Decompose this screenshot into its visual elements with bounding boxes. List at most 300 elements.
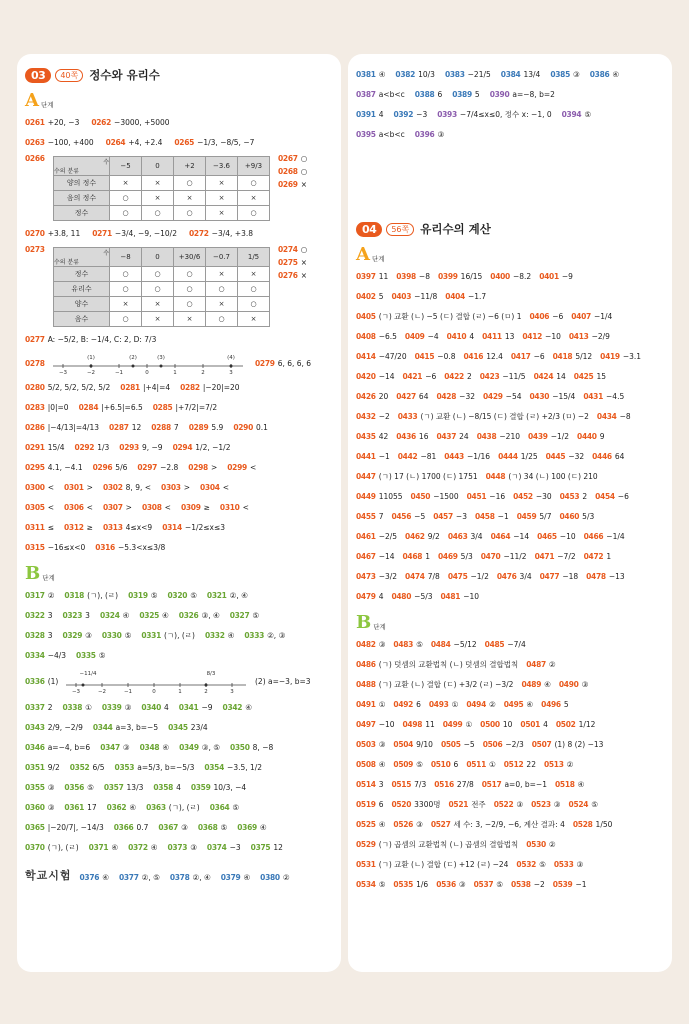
answer-item [480, 372, 526, 381]
answer-value: (ㄱ) 덧셈의 교환법칙 (ㄴ) 덧셈의 결합법칙 [378, 659, 519, 669]
answer-row [356, 308, 664, 324]
answer-item [109, 423, 141, 432]
classification-table [53, 156, 270, 221]
answer-item [398, 452, 437, 461]
answer-item [25, 483, 54, 492]
answer-item [356, 452, 390, 461]
item-number: 0442 [397, 451, 418, 461]
answer-item [554, 860, 583, 869]
answer-value: 3/4 [470, 531, 483, 541]
answer-value: −4.5 [606, 391, 625, 401]
answer-value: ③ [124, 702, 132, 712]
item-number: 0424 [533, 371, 554, 381]
answer-item [179, 743, 220, 752]
answer-value: −30 [535, 491, 552, 501]
table-cell: × [206, 176, 238, 191]
item-number: 0489 [521, 679, 542, 689]
item-number: 0462 [405, 531, 425, 541]
answer-value: 12.4 [486, 351, 503, 361]
item-number: 0401 [539, 271, 559, 281]
answer-item [115, 763, 195, 772]
stage-b-letter: B [356, 612, 372, 633]
answer-item [474, 880, 503, 889]
answer-item [356, 760, 385, 769]
answer-item [356, 492, 403, 501]
answer-value: > [125, 502, 132, 512]
answer-item [25, 743, 90, 752]
point-label: (1) [86, 355, 95, 361]
answer-row [356, 66, 664, 82]
answer-row [356, 588, 664, 604]
answer-value: −16 [489, 491, 506, 501]
answer-value: ②, ③ [267, 630, 286, 640]
answer-item [513, 492, 552, 501]
answer-item [198, 823, 227, 832]
answer-item [64, 803, 96, 812]
answer-value: −3.5, 1/2 [227, 762, 263, 772]
answer-value: −15/4 [552, 391, 576, 401]
answer-value: 9, −9 [141, 442, 163, 452]
item-number: 0283 [25, 402, 45, 412]
item-number: 0402 [356, 291, 376, 301]
item-number: 0287 [109, 422, 129, 432]
answer-item [396, 392, 428, 401]
item-number: 0322 [25, 610, 45, 620]
answer-value: 24 [459, 431, 469, 441]
item-number: 0358 [153, 782, 174, 792]
table-cell: × [142, 297, 174, 312]
item-number: 0513 [543, 759, 564, 769]
item-number: 0473 [356, 571, 376, 581]
item-number: 0519 [356, 799, 376, 809]
item-number: 0284 [78, 402, 99, 412]
item-number: 0297 [137, 462, 158, 472]
table-header: +9/3 [238, 157, 270, 176]
answer-item [25, 463, 83, 472]
answer-value: −4 [427, 331, 439, 341]
item-number: 0399 [437, 271, 458, 281]
answer-item [411, 492, 459, 501]
answer-value: a<b<c [378, 89, 405, 99]
item-number: 0351 [25, 762, 45, 772]
item-number: 0523 [531, 799, 551, 809]
answer-block-top [356, 66, 664, 142]
item-number: 0318 [64, 590, 85, 600]
item-number: 0396 [414, 129, 435, 139]
answer-value: ② [566, 759, 574, 769]
answer-value: ②, ④ [229, 590, 248, 600]
item-number: 0397 [356, 271, 376, 281]
answer-item [92, 229, 177, 238]
answer-value: 10/3 [418, 69, 435, 79]
answer-row [356, 836, 664, 852]
answer-item [449, 799, 486, 810]
table-cell: × [238, 267, 270, 282]
tick-label: 3 [228, 370, 233, 375]
answer-item [25, 651, 66, 660]
answer-value: |+6.5|=6.5 [101, 402, 143, 412]
answer-item [438, 272, 482, 281]
item-number: 0371 [88, 842, 109, 852]
item-number: 0272 [188, 228, 209, 238]
answer-item [497, 572, 532, 581]
answer-value: ① [451, 699, 459, 709]
answer-item [200, 483, 229, 492]
table-cell: × [206, 206, 238, 221]
answer-item [356, 659, 518, 670]
table-header: −0.7 [206, 248, 238, 267]
answer-item [490, 272, 531, 281]
answer-value: −32 [568, 451, 585, 461]
item-number: 0301 [63, 482, 84, 492]
item-number: 0346 [25, 742, 45, 752]
answer-value: −1/2 [470, 571, 489, 581]
answer-value: 1/6 [416, 879, 429, 889]
stage-b-letter: B [25, 563, 41, 584]
answer-item [278, 180, 307, 189]
answer-value: 4 [378, 109, 384, 119]
answer-item [356, 471, 478, 482]
answer-item [356, 292, 383, 301]
item-number: 0376 [79, 872, 100, 882]
section-pages: 40쪽 [55, 69, 83, 82]
answer-value: ④ [378, 69, 386, 79]
item-number: 0517 [481, 779, 502, 789]
corner-bottom: 수의 분류 [54, 259, 80, 266]
answer-value: −6 [533, 351, 545, 361]
answer-value: ③ [573, 69, 580, 79]
answer-row [25, 499, 333, 515]
item-number: 0354 [204, 762, 225, 772]
answer-item [25, 423, 99, 432]
item-number: 0413 [568, 331, 589, 341]
answer-value: ③, ④ [201, 610, 220, 620]
item-number: 0361 [64, 802, 85, 812]
answer-item [153, 403, 217, 412]
item-number: 0521 [448, 799, 469, 809]
answer-value: 5 [474, 89, 480, 99]
item-number: 0529 [356, 839, 376, 849]
answer-item [25, 229, 80, 238]
answer-value: −7/4≤x≤0, 정수 x: −1, 0 [459, 109, 552, 119]
answer-row [25, 379, 333, 395]
item-number: 0364 [209, 802, 230, 812]
row-label: 정수 [54, 206, 110, 221]
answer-row [25, 699, 333, 715]
answer-item [161, 483, 190, 492]
answer-value: −10 [463, 591, 480, 601]
point-mark [89, 365, 92, 368]
answer-value: ④ [122, 610, 130, 620]
right-column [348, 54, 672, 972]
answer-item [436, 392, 475, 401]
answer-row [25, 479, 333, 495]
answer-row [356, 716, 664, 732]
item-number: 0375 [250, 842, 271, 852]
section-number: 03 [25, 68, 51, 83]
point-mark [159, 365, 162, 368]
item-number: 0383 [444, 69, 465, 79]
answer-value: 16 [418, 431, 429, 441]
item-number: 0436 [396, 431, 416, 441]
answer-value: 10 [502, 719, 513, 729]
item-number: 0422 [444, 371, 464, 381]
tick-label: −1 [124, 689, 133, 695]
answer-value: × [300, 258, 307, 267]
answer-row [25, 779, 333, 795]
answer-value: 6 [453, 759, 459, 769]
table-header: −8 [110, 248, 142, 267]
answer-value: 9/2 [47, 762, 60, 772]
table-row [54, 267, 270, 282]
item-number: 0438 [476, 431, 497, 441]
item-number: 0382 [395, 69, 416, 79]
answer-item [356, 679, 513, 690]
item-number: 0456 [391, 511, 412, 521]
answer-value: ⑤ [496, 879, 504, 889]
item-number: 0538 [511, 879, 531, 889]
answer-value: −54 [505, 391, 522, 401]
answer-value: −7/4 [507, 639, 526, 649]
answer-item [25, 383, 110, 392]
answer-item [393, 640, 422, 649]
item-number: 0491 [356, 699, 376, 709]
answer-item [560, 492, 587, 501]
answer-value: −3 [229, 842, 241, 852]
answer-item [141, 630, 195, 641]
item-number: 0451 [466, 491, 487, 501]
answer-value: (ㄱ), (ㄹ) [164, 630, 195, 640]
answer-value: +4, +2.4 [128, 137, 163, 147]
answer-value: ④ [111, 842, 119, 852]
answer-item [64, 523, 93, 532]
answer-value: 0.7 [136, 822, 149, 832]
answer-item [391, 512, 425, 521]
answer-value: +20, −3 [47, 117, 80, 127]
corner-top: 수 [103, 250, 109, 257]
answer-value: 4 [469, 331, 475, 341]
item-number: 0430 [529, 391, 550, 401]
answer-value: < [242, 502, 249, 512]
answer-value: −1/3, −8/5, −7 [197, 137, 255, 147]
answer-row [25, 759, 333, 775]
item-number: 0306 [63, 502, 84, 512]
item-number: 0506 [482, 739, 503, 749]
answer-item [25, 543, 85, 552]
item-number: 0377 [118, 872, 139, 882]
answer-item [530, 312, 564, 321]
answer-row [25, 225, 333, 241]
answer-item [464, 352, 503, 361]
answer-value: ⑤ [416, 759, 423, 769]
answer-item [356, 352, 407, 361]
answer-item [103, 523, 152, 532]
answer-value: ② [47, 590, 55, 600]
answer-item [436, 432, 468, 441]
item-number: 0419 [600, 351, 620, 361]
item-number: 0344 [92, 722, 113, 732]
answer-value: (ㄱ), (ㄹ) [47, 842, 79, 852]
tick-label: 0 [152, 689, 157, 695]
answer-value: ③, ⑤ [201, 742, 220, 752]
section-title: 정수와 유리수 [89, 68, 160, 82]
answer-item [223, 703, 252, 712]
answer-item [356, 332, 397, 341]
item-number: 0281 [120, 382, 140, 392]
answer-item [188, 463, 217, 472]
item-number: 0478 [586, 571, 606, 581]
answer-value: (1) 8 (2) −13 [554, 739, 604, 749]
answer-value: ④ [227, 630, 235, 640]
answer-item [25, 335, 156, 344]
answer-value: ④ [129, 802, 137, 812]
item-number: 0378 [169, 872, 190, 882]
answer-item [356, 880, 385, 889]
item-number: 0450 [410, 491, 431, 501]
table-cell: ○ [174, 176, 206, 191]
answer-item [142, 503, 171, 512]
answer-item [393, 820, 422, 829]
answer-value: ③ [458, 879, 466, 889]
table-cell: × [142, 312, 174, 327]
answer-value: 3 [85, 610, 90, 620]
answer-value: −8 [418, 271, 430, 281]
item-number: 0483 [393, 639, 414, 649]
tick-label: −3 [72, 689, 81, 695]
answer-value: ②, ④ [192, 872, 211, 882]
item-number: 0458 [474, 511, 495, 521]
item-number: 0457 [433, 511, 453, 521]
table-cell: × [174, 191, 206, 206]
answer-value: a=3, b=−5 [115, 722, 159, 732]
answer-item [396, 272, 430, 281]
answer-value: |+4|=4 [142, 382, 171, 392]
answer-value: < [86, 502, 93, 512]
item-number: 0276 [278, 271, 298, 280]
answer-value: 5/12 [575, 351, 593, 361]
answer-item [393, 700, 420, 709]
answer-value: ② [548, 659, 556, 669]
item-number: 0534 [356, 879, 376, 889]
item-number: 0443 [444, 451, 464, 461]
answer-item [583, 392, 624, 401]
answer-item [260, 873, 289, 882]
answer-value: |+7/2|=7/2 [175, 402, 218, 412]
answer-item [569, 800, 598, 809]
item-number: 0384 [500, 69, 521, 79]
row-label: 음의 정수 [54, 191, 110, 206]
answer-value: ⑤ [539, 859, 546, 869]
answer-item [520, 720, 547, 729]
answer-item [405, 572, 440, 581]
answer-value: (ㄱ) 곱셈의 교환법칙 (ㄴ) 곱셈의 결합법칙 [378, 839, 519, 849]
item-number: 0518 [554, 779, 575, 789]
item-number: 0266 [25, 154, 45, 163]
stage-a-tag: 단계 [371, 254, 385, 263]
item-number: 0275 [278, 258, 298, 267]
answer-value: −6 [617, 491, 629, 501]
answer-value: 5.9 [211, 422, 224, 432]
item-number: 0345 [168, 722, 188, 732]
answer-item [532, 740, 604, 749]
stage-b-heading [25, 565, 333, 583]
item-number: 0500 [480, 719, 500, 729]
answer-item [207, 843, 241, 852]
item-number: 0273 [25, 245, 45, 254]
answer-value: +3.8, 11 [47, 228, 81, 238]
school-exam-row [25, 865, 333, 885]
item-number: 0468 [402, 551, 423, 561]
item-number: 0347 [100, 742, 120, 752]
item-number: 0407 [571, 311, 591, 321]
item-number: 0394 [561, 109, 582, 119]
answer-value: 64 [418, 391, 429, 401]
answer-item [391, 780, 426, 789]
table-cell: × [238, 312, 270, 327]
answer-row [25, 519, 333, 535]
answer-row [25, 114, 333, 130]
answer-value: ④ [526, 699, 534, 709]
answer-item [107, 803, 136, 812]
answer-item [356, 90, 405, 99]
table-cell: ○ [110, 312, 142, 327]
answer-item [444, 372, 471, 381]
tick-label: −1 [114, 370, 123, 375]
stage-a-letter: A [356, 244, 370, 265]
answer-block-b [25, 587, 333, 663]
item-number: 0309 [180, 502, 201, 512]
table-row-wrap [25, 245, 333, 327]
answer-item [511, 352, 545, 361]
answer-item [480, 720, 512, 729]
answer-item [574, 372, 606, 381]
answer-item [251, 843, 283, 852]
answer-value: −3 [416, 109, 428, 119]
answer-item [356, 110, 383, 119]
item-number: 0469 [437, 551, 458, 561]
answer-item [356, 592, 383, 601]
answer-row [25, 331, 333, 347]
answer-row [25, 647, 333, 663]
answer-block-a2 [25, 225, 333, 241]
answer-value: ④ [259, 822, 267, 832]
answer-value: 3 [47, 630, 53, 640]
item-number: 0307 [102, 502, 123, 512]
table-row [54, 176, 270, 191]
item-number: 0515 [391, 779, 412, 789]
answer-row [356, 656, 664, 672]
answer-value: ④ [378, 759, 386, 769]
answer-value: −1 [378, 451, 390, 461]
answer-item [481, 552, 527, 561]
answer-item [356, 311, 522, 322]
row-label: 음수 [54, 312, 110, 327]
point-label: (2) [128, 355, 137, 361]
answer-value: 6 [378, 799, 384, 809]
answer-value: 17 [87, 802, 97, 812]
item-number: 0264 [105, 137, 126, 147]
answer-value: 15 [596, 371, 607, 381]
answer-item [146, 802, 200, 813]
item-number: 0300 [25, 482, 45, 492]
answer-item [79, 403, 143, 412]
answer-item [571, 312, 612, 321]
answer-value: 3300명 [414, 799, 441, 809]
answer-value: ○ [300, 167, 308, 176]
item-number: 0329 [62, 630, 83, 640]
answer-item [170, 873, 211, 882]
answer-item [415, 130, 444, 139]
